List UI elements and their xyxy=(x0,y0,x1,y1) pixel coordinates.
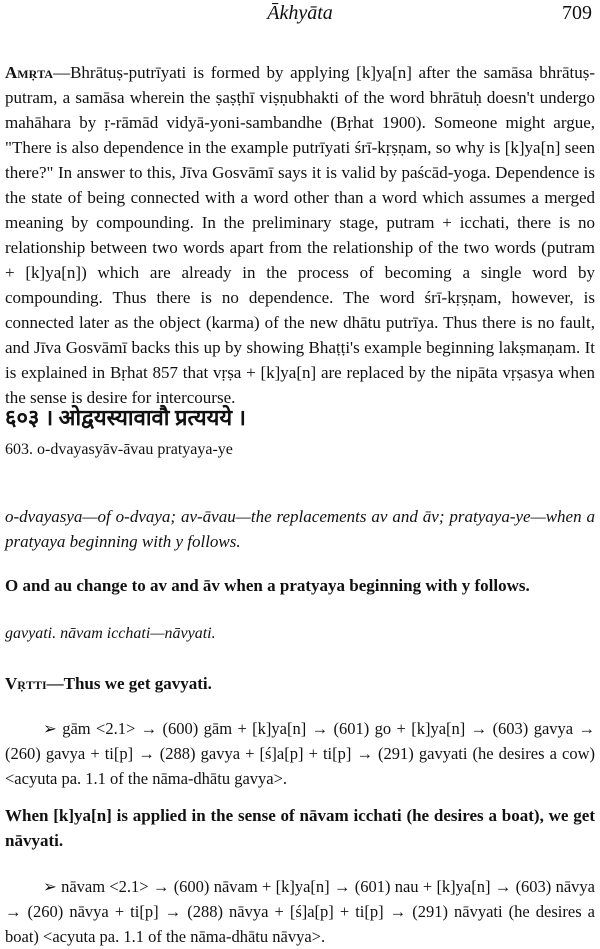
page-number: 709 xyxy=(562,2,592,24)
vrtti-commentary xyxy=(5,674,212,694)
rule-statement: O and au change to av and āv when a pratyaya beginning with y follows. xyxy=(5,576,530,595)
running-title: Ākhyāta xyxy=(267,2,333,24)
amrta-commentary xyxy=(5,60,595,410)
example-line: gavyati. nāvam icchati—nāvyati. xyxy=(5,625,216,642)
derivation-gavyati xyxy=(5,716,595,791)
vrtti-text: —Thus we get gavyati. xyxy=(46,674,212,693)
sutra-transliteration: 603. o-dvayasyāv-āvau pratyaya-ye xyxy=(5,441,233,458)
vrtti-label: Vṛtti xyxy=(5,674,47,693)
derivation-navyati-text: ➢ nāvam <2.1> → (600) nāvam + [k]ya[n] → (601) nau + [k]ya[n] → (603) nāvya → (260) nāvya + ti[p] → (288) nāvya + [ś]a[p] + ti[p] → (291) nāvyati (he desires a boat) <acyuta pa. 1.1 of the nāma-dhātu nāvya>. xyxy=(5,877,595,946)
derivation-gavyati-text: ➢ gām <2.1> → (600) gām + [k]ya[n] → (601) go + [k]ya[n] → (603) gavya → (260) gavya + ti[p] → (288) gavya + [ś]a[p] + ti[p] → (291) gavyati (he desires a cow) <acyuta pa. 1.1 of the nāma-dhātu gavya>. xyxy=(5,719,595,788)
word-meaning: o-dvayasya—of o-dvaya; av-āvau—the replacements av and āv; pratyaya-ye—when a pratyaya beginning with y follows. xyxy=(5,507,595,551)
derivation-navyati xyxy=(5,874,595,949)
amrta-label: Amṛta xyxy=(5,63,54,82)
sutra-devanagari: ६०३ । ओद्वयस्यावावौ प्रत्ययये । xyxy=(5,405,246,430)
boat-rule-statement: When [k]ya[n] is applied in the sense of nāvam icchati (he desires a boat), we get nāvyati. xyxy=(5,806,595,850)
page-header xyxy=(0,2,600,28)
amrta-text: —Bhrātuṣ-putrīyati is formed by applying [k]ya[n] after the samāsa bhrātuṣ-putram, a samāsa wherein the ṣaṣṭhī viṣṇubhakti of the word bhrātuḥ doesn't undergo mahāhara by ṛ-rāmād vidyā-yoni-sambandhe (Bṛhat 1900). Someone might argue, "There is also dependence in the example putrīyati śrī-kṛṣṇam, so why is [k]ya[n] seen there?" In answer to this, Jīva Gosvāmī says it is valid by paścād-yoga. Dependence is the state of being connected with a word other than a word which assumes a merged meaning by compounding. In the preliminary stage, putram + icchati, there is no relationship between two words apart from the relationship of the two words (putram + [k]ya[n]) which are already in the process of becoming a single word by compounding. Thus there is no dependence. The word śrī-kṛṣṇam, however, is connected later as the object (karma) of the new dhātu putrīya. Thus there is no fault, and Jīva Gosvāmī backs this up by showing Bhaṭṭi's example beginning lakṣmaṇam. It is explained in Bṛhat 857 that vṛṣa + [k]ya[n] are replaced by the nipāta vṛṣasya when the sense is desire for intercourse. xyxy=(5,63,595,407)
